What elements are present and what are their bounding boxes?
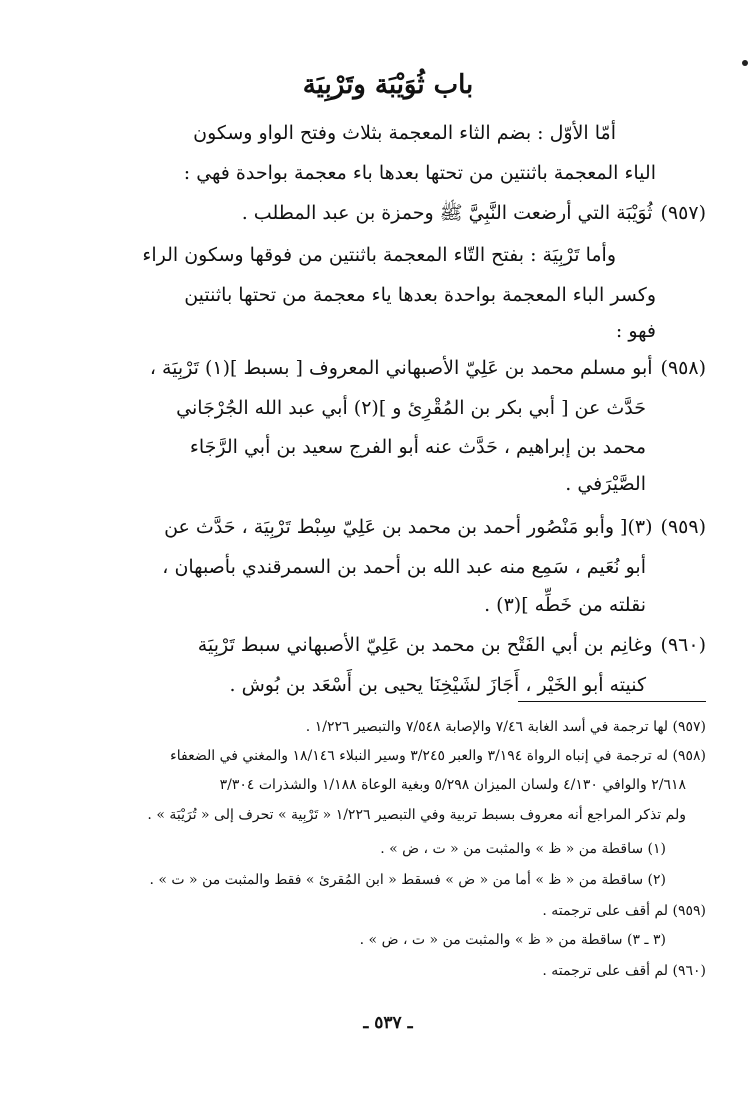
- body-line: أمّا الأوّل : بضم الثاء المعجمة بثلاث وفتح الواو وسكون: [193, 122, 616, 144]
- book-page: [70, 0, 706, 1105]
- footnote: (١) ساقطة من « ظ » والمثبت من « ت ، ض » .: [380, 841, 666, 857]
- entry-960: (٩٦٠)وغانِم بن أبي الفَتْح بن محمد بن عَلِيّ الأصبهاني سبط تَرْبِيَة: [70, 630, 706, 660]
- footnote-divider: [518, 701, 706, 702]
- footnote: (٩٥٩) لم أقف على ترجمته .: [542, 903, 706, 919]
- chapter-title: باب ثُوَيْبَة وتَرْبِيَة: [302, 70, 474, 100]
- entry-number: (٩٥٧): [660, 202, 706, 224]
- margin-dot: [742, 60, 748, 66]
- footnote: (٩٥٨) له ترجمة في إنباه الرواة ٣/١٩٤ والعبر ٣/٢٤٥ وسير النبلاء ١٨/١٤٦ والمغني في الضعفاء: [170, 748, 706, 764]
- body-line: نقلته من خَطِّه ](٣) .: [484, 594, 646, 616]
- footnote: ٢/٦١٨ والوافي ٤/١٣٠ ولسان الميزان ٥/٢٩٨ وبغية الوعاة ١/١٨٨ والشذرات ٣/٣٠٤: [219, 777, 686, 793]
- footnote: (٩٦٠) لم أقف على ترجمته .: [542, 963, 706, 979]
- body-line: وأما تَرْبِيَة : بفتح التّاء المعجمة باثنتين من فوقها وسكون الراء: [142, 244, 616, 266]
- body-line: الياء المعجمة باثنتين من تحتها بعدها باء معجمة بواحدة فهي :: [183, 162, 656, 184]
- body-line: حَدَّث عن [ أبي بكر بن المُقْرِئ و ](٢) أبي عبد الله الجُرْجَاني: [176, 397, 646, 419]
- footnote: ولم تذكر المراجع أنه معروف بسبط تربية وفي التبصير ١/٢٢٦ « تَرْبِية » تحرف إلى « تُرَيْبَة » .: [147, 807, 686, 823]
- body-line: فهو :: [615, 320, 656, 342]
- entry-957: (٩٥٧)ثُوَيْبَة التي أرضعت النَّبِيَّ ﷺ وحمزة بن عبد المطلب .: [70, 198, 706, 228]
- body-line: محمد بن إبراهيم ، حَدَّث عنه أبو الفرج سعيد بن أبي الرَّجَاء: [189, 436, 646, 458]
- body-line: أبو نُعَيم ، سَمِع منه عبد الله بن أحمد بن السمرقندي بأصبهان ،: [162, 556, 646, 578]
- entry-number: (٩٥٩): [660, 516, 706, 538]
- footnote: (٢) ساقطة من « ظ » أما من « ض » فسقط « ابن المُقرئ » فقط والمثبت من « ت » .: [149, 872, 666, 888]
- page-number: ـ ٥٣٧ ـ: [363, 1013, 413, 1033]
- entry-number: (٩٥٨): [660, 357, 706, 379]
- entry-958: (٩٥٨)أبو مسلم محمد بن عَلِيّ الأصبهاني المعروف [ بسبط ](١) تَرْبِيَة ،: [70, 353, 706, 383]
- footnote: (٩٥٧) لها ترجمة في أسد الغابة ٧/٤٦ والإصابة ٧/٥٤٨ والتبصير ١/٢٢٦ .: [305, 719, 706, 735]
- body-line: كنيته أبو الخَيْر ، أَجَازَ لشَيْخِنَا يحيى بن أَسْعَد بن بُوش .: [229, 674, 646, 696]
- entry-959: (٩٥٩)(٣)[ وأبو مَنْصُور أحمد بن محمد بن عَلِيّ سِبْط تَرْبِيَة ، حَدَّث عن: [70, 512, 706, 542]
- entry-number: (٩٦٠): [660, 634, 706, 656]
- body-line: الصَّيْرَفي .: [565, 473, 646, 495]
- footnote: (٣ ـ ٣) ساقطة من « ظ » والمثبت من « ت ، ض » .: [359, 932, 666, 948]
- body-line: وكسر الباء المعجمة بواحدة بعدها ياء معجمة من تحتها باثنتين: [184, 284, 656, 306]
